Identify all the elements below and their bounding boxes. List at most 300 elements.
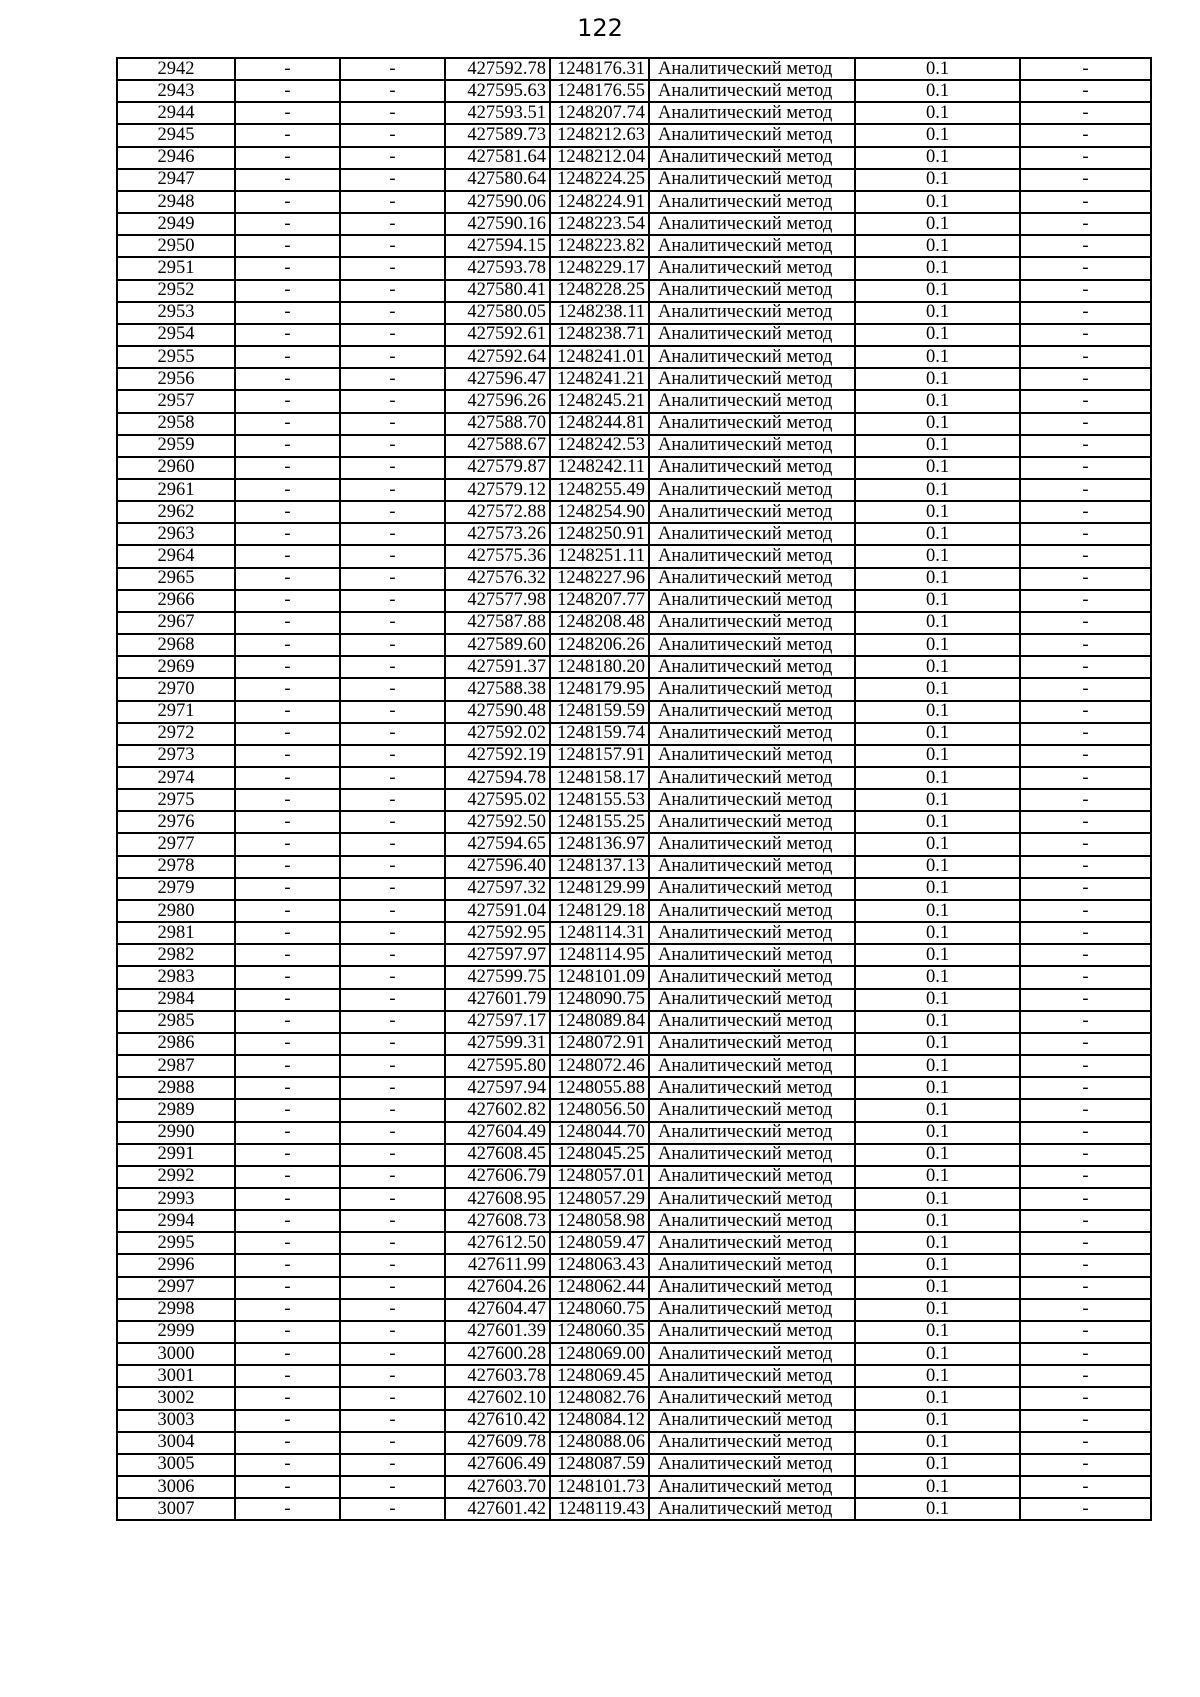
empty-cell: -: [340, 944, 445, 966]
empty-cell: -: [235, 612, 340, 634]
table-row: [117, 545, 1151, 567]
empty-cell: -: [235, 280, 340, 302]
x-coordinate-cell: 427588.38: [445, 678, 550, 700]
y-coordinate-cell: 1248069.00: [550, 1343, 649, 1365]
point-number-cell: 2955: [117, 346, 235, 368]
x-coordinate-cell: 427579.87: [445, 457, 550, 479]
table-row: [117, 324, 1151, 346]
method-cell: Аналитический метод: [649, 900, 855, 922]
precision-cell: 0.1: [855, 833, 1020, 855]
precision-cell: 0.1: [855, 191, 1020, 213]
empty-cell: -: [235, 390, 340, 412]
empty-cell: -: [1020, 1498, 1151, 1520]
x-coordinate-cell: 427602.10: [445, 1387, 550, 1409]
method-cell: Аналитический метод: [649, 1343, 855, 1365]
empty-cell: -: [235, 1343, 340, 1365]
precision-cell: 0.1: [855, 1099, 1020, 1121]
empty-cell: -: [340, 80, 445, 102]
empty-cell: -: [1020, 1210, 1151, 1232]
point-number-cell: 2965: [117, 568, 235, 590]
y-coordinate-cell: 1248207.74: [550, 102, 649, 124]
x-coordinate-cell: 427595.02: [445, 789, 550, 811]
method-cell: Аналитический метод: [649, 479, 855, 501]
method-cell: Аналитический метод: [649, 1277, 855, 1299]
empty-cell: -: [340, 723, 445, 745]
method-cell: Аналитический метод: [649, 280, 855, 302]
empty-cell: -: [1020, 966, 1151, 988]
empty-cell: -: [235, 1410, 340, 1432]
empty-cell: -: [235, 523, 340, 545]
method-cell: Аналитический метод: [649, 1188, 855, 1210]
empty-cell: -: [1020, 1099, 1151, 1121]
point-number-cell: 2986: [117, 1033, 235, 1055]
y-coordinate-cell: 1248254.90: [550, 501, 649, 523]
point-number-cell: 2993: [117, 1188, 235, 1210]
empty-cell: -: [235, 1498, 340, 1520]
point-number-cell: 2983: [117, 966, 235, 988]
empty-cell: -: [340, 678, 445, 700]
y-coordinate-cell: 1248227.96: [550, 568, 649, 590]
y-coordinate-cell: 1248090.75: [550, 989, 649, 1011]
empty-cell: -: [340, 523, 445, 545]
method-cell: Аналитический метод: [649, 1166, 855, 1188]
y-coordinate-cell: 1248114.31: [550, 922, 649, 944]
y-coordinate-cell: 1248101.73: [550, 1476, 649, 1498]
x-coordinate-cell: 427602.82: [445, 1099, 550, 1121]
empty-cell: -: [1020, 878, 1151, 900]
method-cell: Аналитический метод: [649, 1077, 855, 1099]
method-cell: Аналитический метод: [649, 191, 855, 213]
point-number-cell: 2975: [117, 789, 235, 811]
table-row: [117, 1343, 1151, 1365]
empty-cell: -: [235, 58, 340, 80]
y-coordinate-cell: 1248238.71: [550, 324, 649, 346]
table-row: [117, 368, 1151, 390]
table-row: [117, 1033, 1151, 1055]
y-coordinate-cell: 1248223.82: [550, 235, 649, 257]
table-row: [117, 390, 1151, 412]
empty-cell: -: [340, 1410, 445, 1432]
x-coordinate-cell: 427599.75: [445, 966, 550, 988]
x-coordinate-cell: 427610.42: [445, 1410, 550, 1432]
precision-cell: 0.1: [855, 213, 1020, 235]
method-cell: Аналитический метод: [649, 1122, 855, 1144]
point-number-cell: 2999: [117, 1321, 235, 1343]
empty-cell: -: [340, 1210, 445, 1232]
table-row: [117, 302, 1151, 324]
method-cell: Аналитический метод: [649, 723, 855, 745]
point-number-cell: 2984: [117, 989, 235, 1011]
empty-cell: -: [1020, 568, 1151, 590]
empty-cell: -: [235, 479, 340, 501]
table-row: [117, 811, 1151, 833]
precision-cell: 0.1: [855, 678, 1020, 700]
empty-cell: -: [340, 302, 445, 324]
y-coordinate-cell: 1248155.25: [550, 811, 649, 833]
empty-cell: -: [1020, 213, 1151, 235]
y-coordinate-cell: 1248179.95: [550, 678, 649, 700]
x-coordinate-cell: 427603.70: [445, 1476, 550, 1498]
y-coordinate-cell: 1248212.63: [550, 124, 649, 146]
precision-cell: 0.1: [855, 590, 1020, 612]
method-cell: Аналитический метод: [649, 147, 855, 169]
empty-cell: -: [340, 1033, 445, 1055]
x-coordinate-cell: 427591.37: [445, 656, 550, 678]
point-number-cell: 3006: [117, 1476, 235, 1498]
empty-cell: -: [235, 989, 340, 1011]
method-cell: Аналитический метод: [649, 1099, 855, 1121]
table-row: [117, 833, 1151, 855]
x-coordinate-cell: 427609.78: [445, 1432, 550, 1454]
empty-cell: -: [340, 789, 445, 811]
empty-cell: -: [340, 191, 445, 213]
point-number-cell: 2953: [117, 302, 235, 324]
x-coordinate-cell: 427596.47: [445, 368, 550, 390]
empty-cell: -: [1020, 833, 1151, 855]
method-cell: Аналитический метод: [649, 1387, 855, 1409]
empty-cell: -: [1020, 169, 1151, 191]
method-cell: Аналитический метод: [649, 124, 855, 146]
point-number-cell: 2958: [117, 413, 235, 435]
x-coordinate-cell: 427608.45: [445, 1144, 550, 1166]
y-coordinate-cell: 1248206.26: [550, 634, 649, 656]
x-coordinate-cell: 427604.49: [445, 1122, 550, 1144]
y-coordinate-cell: 1248072.91: [550, 1033, 649, 1055]
method-cell: Аналитический метод: [649, 878, 855, 900]
table-row: [117, 479, 1151, 501]
precision-cell: 0.1: [855, 1210, 1020, 1232]
precision-cell: 0.1: [855, 1365, 1020, 1387]
empty-cell: -: [235, 102, 340, 124]
empty-cell: -: [1020, 723, 1151, 745]
page-number: 122: [577, 14, 623, 42]
empty-cell: -: [1020, 1365, 1151, 1387]
empty-cell: -: [235, 346, 340, 368]
empty-cell: -: [235, 124, 340, 146]
point-number-cell: 2960: [117, 457, 235, 479]
point-number-cell: 2978: [117, 856, 235, 878]
table-body: [117, 58, 1151, 1520]
table-row: [117, 169, 1151, 191]
point-number-cell: 2982: [117, 944, 235, 966]
table-row: [117, 1055, 1151, 1077]
empty-cell: -: [340, 634, 445, 656]
empty-cell: -: [1020, 701, 1151, 723]
x-coordinate-cell: 427600.28: [445, 1343, 550, 1365]
x-coordinate-cell: 427592.02: [445, 723, 550, 745]
table-row: [117, 124, 1151, 146]
empty-cell: -: [1020, 523, 1151, 545]
x-coordinate-cell: 427576.32: [445, 568, 550, 590]
precision-cell: 0.1: [855, 545, 1020, 567]
empty-cell: -: [1020, 1144, 1151, 1166]
y-coordinate-cell: 1248155.53: [550, 789, 649, 811]
empty-cell: -: [235, 147, 340, 169]
x-coordinate-cell: 427592.78: [445, 58, 550, 80]
point-number-cell: 2976: [117, 811, 235, 833]
empty-cell: -: [340, 1321, 445, 1343]
point-number-cell: 2980: [117, 900, 235, 922]
point-number-cell: 2977: [117, 833, 235, 855]
precision-cell: 0.1: [855, 1188, 1020, 1210]
point-number-cell: 2967: [117, 612, 235, 634]
empty-cell: -: [1020, 1454, 1151, 1476]
empty-cell: -: [235, 789, 340, 811]
empty-cell: -: [1020, 1033, 1151, 1055]
method-cell: Аналитический метод: [649, 235, 855, 257]
empty-cell: -: [340, 1387, 445, 1409]
empty-cell: -: [340, 346, 445, 368]
method-cell: Аналитический метод: [649, 501, 855, 523]
empty-cell: -: [235, 257, 340, 279]
precision-cell: 0.1: [855, 302, 1020, 324]
method-cell: Аналитический метод: [649, 811, 855, 833]
empty-cell: -: [340, 235, 445, 257]
point-number-cell: 2945: [117, 124, 235, 146]
empty-cell: -: [1020, 1188, 1151, 1210]
empty-cell: -: [235, 678, 340, 700]
y-coordinate-cell: 1248180.20: [550, 656, 649, 678]
y-coordinate-cell: 1248058.98: [550, 1210, 649, 1232]
point-number-cell: 2989: [117, 1099, 235, 1121]
precision-cell: 0.1: [855, 1432, 1020, 1454]
empty-cell: -: [235, 435, 340, 457]
method-cell: Аналитический метод: [649, 390, 855, 412]
x-coordinate-cell: 427594.65: [445, 833, 550, 855]
empty-cell: -: [1020, 590, 1151, 612]
precision-cell: 0.1: [855, 435, 1020, 457]
empty-cell: -: [1020, 1321, 1151, 1343]
point-number-cell: 2995: [117, 1232, 235, 1254]
table-row: [117, 1232, 1151, 1254]
y-coordinate-cell: 1248242.53: [550, 435, 649, 457]
empty-cell: -: [340, 435, 445, 457]
empty-cell: -: [1020, 435, 1151, 457]
precision-cell: 0.1: [855, 523, 1020, 545]
precision-cell: 0.1: [855, 989, 1020, 1011]
y-coordinate-cell: 1248158.17: [550, 767, 649, 789]
empty-cell: -: [340, 1099, 445, 1121]
table-row: [117, 1454, 1151, 1476]
method-cell: Аналитический метод: [649, 789, 855, 811]
y-coordinate-cell: 1248157.91: [550, 745, 649, 767]
precision-cell: 0.1: [855, 878, 1020, 900]
y-coordinate-cell: 1248255.49: [550, 479, 649, 501]
y-coordinate-cell: 1248176.31: [550, 58, 649, 80]
point-number-cell: 2956: [117, 368, 235, 390]
point-number-cell: 2998: [117, 1299, 235, 1321]
empty-cell: -: [235, 235, 340, 257]
x-coordinate-cell: 427589.73: [445, 124, 550, 146]
y-coordinate-cell: 1248241.21: [550, 368, 649, 390]
y-coordinate-cell: 1248224.25: [550, 169, 649, 191]
x-coordinate-cell: 427592.95: [445, 922, 550, 944]
empty-cell: -: [235, 878, 340, 900]
method-cell: Аналитический метод: [649, 435, 855, 457]
y-coordinate-cell: 1248251.11: [550, 545, 649, 567]
empty-cell: -: [1020, 58, 1151, 80]
method-cell: Аналитический метод: [649, 1011, 855, 1033]
empty-cell: -: [235, 413, 340, 435]
empty-cell: -: [1020, 1254, 1151, 1276]
y-coordinate-cell: 1248059.47: [550, 1232, 649, 1254]
y-coordinate-cell: 1248136.97: [550, 833, 649, 855]
x-coordinate-cell: 427572.88: [445, 501, 550, 523]
point-number-cell: 3007: [117, 1498, 235, 1520]
empty-cell: -: [340, 1144, 445, 1166]
x-coordinate-cell: 427590.06: [445, 191, 550, 213]
table-row: [117, 523, 1151, 545]
empty-cell: -: [1020, 944, 1151, 966]
point-number-cell: 2968: [117, 634, 235, 656]
empty-cell: -: [1020, 80, 1151, 102]
empty-cell: -: [340, 1476, 445, 1498]
method-cell: Аналитический метод: [649, 1232, 855, 1254]
empty-cell: -: [340, 1365, 445, 1387]
x-coordinate-cell: 427592.50: [445, 811, 550, 833]
empty-cell: -: [235, 191, 340, 213]
table-row: [117, 235, 1151, 257]
y-coordinate-cell: 1248087.59: [550, 1454, 649, 1476]
method-cell: Аналитический метод: [649, 1210, 855, 1232]
x-coordinate-cell: 427601.39: [445, 1321, 550, 1343]
precision-cell: 0.1: [855, 390, 1020, 412]
empty-cell: -: [235, 568, 340, 590]
precision-cell: 0.1: [855, 413, 1020, 435]
empty-cell: -: [1020, 302, 1151, 324]
empty-cell: -: [1020, 678, 1151, 700]
method-cell: Аналитический метод: [649, 368, 855, 390]
x-coordinate-cell: 427611.99: [445, 1254, 550, 1276]
precision-cell: 0.1: [855, 324, 1020, 346]
empty-cell: -: [235, 723, 340, 745]
empty-cell: -: [340, 368, 445, 390]
point-number-cell: 2943: [117, 80, 235, 102]
empty-cell: -: [340, 213, 445, 235]
empty-cell: -: [235, 1166, 340, 1188]
empty-cell: -: [340, 413, 445, 435]
table-row: [117, 1476, 1151, 1498]
method-cell: Аналитический метод: [649, 80, 855, 102]
empty-cell: -: [235, 1432, 340, 1454]
empty-cell: -: [340, 1077, 445, 1099]
table-row: [117, 878, 1151, 900]
precision-cell: 0.1: [855, 900, 1020, 922]
point-number-cell: 2959: [117, 435, 235, 457]
precision-cell: 0.1: [855, 457, 1020, 479]
y-coordinate-cell: 1248062.44: [550, 1277, 649, 1299]
table-row: [117, 656, 1151, 678]
empty-cell: -: [235, 324, 340, 346]
point-number-cell: 2942: [117, 58, 235, 80]
method-cell: Аналитический метод: [649, 1476, 855, 1498]
x-coordinate-cell: 427591.04: [445, 900, 550, 922]
empty-cell: -: [340, 1055, 445, 1077]
precision-cell: 0.1: [855, 58, 1020, 80]
point-number-cell: 2972: [117, 723, 235, 745]
empty-cell: -: [1020, 457, 1151, 479]
method-cell: Аналитический метод: [649, 745, 855, 767]
x-coordinate-cell: 427608.73: [445, 1210, 550, 1232]
empty-cell: -: [1020, 1122, 1151, 1144]
table-row: [117, 1099, 1151, 1121]
method-cell: Аналитический метод: [649, 1365, 855, 1387]
table-row: [117, 568, 1151, 590]
empty-cell: -: [340, 878, 445, 900]
precision-cell: 0.1: [855, 1387, 1020, 1409]
empty-cell: -: [340, 833, 445, 855]
precision-cell: 0.1: [855, 479, 1020, 501]
empty-cell: -: [235, 1232, 340, 1254]
table-row: [117, 501, 1151, 523]
point-number-cell: 3005: [117, 1454, 235, 1476]
empty-cell: -: [235, 169, 340, 191]
precision-cell: 0.1: [855, 568, 1020, 590]
empty-cell: -: [235, 745, 340, 767]
point-number-cell: 2979: [117, 878, 235, 900]
table-row: [117, 1365, 1151, 1387]
method-cell: Аналитический метод: [649, 545, 855, 567]
point-number-cell: 2970: [117, 678, 235, 700]
x-coordinate-cell: 427588.70: [445, 413, 550, 435]
x-coordinate-cell: 427594.15: [445, 235, 550, 257]
table-row: [117, 213, 1151, 235]
table-row: [117, 856, 1151, 878]
empty-cell: -: [340, 257, 445, 279]
empty-cell: -: [1020, 1299, 1151, 1321]
empty-cell: -: [340, 501, 445, 523]
precision-cell: 0.1: [855, 1299, 1020, 1321]
x-coordinate-cell: 427580.41: [445, 280, 550, 302]
precision-cell: 0.1: [855, 235, 1020, 257]
point-number-cell: 2974: [117, 767, 235, 789]
point-number-cell: 2985: [117, 1011, 235, 1033]
empty-cell: -: [1020, 1343, 1151, 1365]
empty-cell: -: [340, 1498, 445, 1520]
x-coordinate-cell: 427590.48: [445, 701, 550, 723]
table-row: [117, 590, 1151, 612]
empty-cell: -: [340, 147, 445, 169]
x-coordinate-cell: 427599.31: [445, 1033, 550, 1055]
method-cell: Аналитический метод: [649, 58, 855, 80]
x-coordinate-cell: 427575.36: [445, 545, 550, 567]
method-cell: Аналитический метод: [649, 102, 855, 124]
precision-cell: 0.1: [855, 767, 1020, 789]
empty-cell: -: [340, 989, 445, 1011]
x-coordinate-cell: 427596.40: [445, 856, 550, 878]
point-number-cell: 3000: [117, 1343, 235, 1365]
x-coordinate-cell: 427580.64: [445, 169, 550, 191]
table-row: [117, 723, 1151, 745]
precision-cell: 0.1: [855, 1232, 1020, 1254]
x-coordinate-cell: 427573.26: [445, 523, 550, 545]
empty-cell: -: [1020, 257, 1151, 279]
y-coordinate-cell: 1248244.81: [550, 413, 649, 435]
table-row: [117, 1410, 1151, 1432]
empty-cell: -: [235, 590, 340, 612]
x-coordinate-cell: 427606.49: [445, 1454, 550, 1476]
point-number-cell: 3003: [117, 1410, 235, 1432]
empty-cell: -: [1020, 612, 1151, 634]
table-row: [117, 102, 1151, 124]
table-row: [117, 1166, 1151, 1188]
empty-cell: -: [1020, 1410, 1151, 1432]
method-cell: Аналитический метод: [649, 324, 855, 346]
table-row: [117, 1011, 1151, 1033]
y-coordinate-cell: 1248119.43: [550, 1498, 649, 1520]
y-coordinate-cell: 1248207.77: [550, 590, 649, 612]
precision-cell: 0.1: [855, 723, 1020, 745]
